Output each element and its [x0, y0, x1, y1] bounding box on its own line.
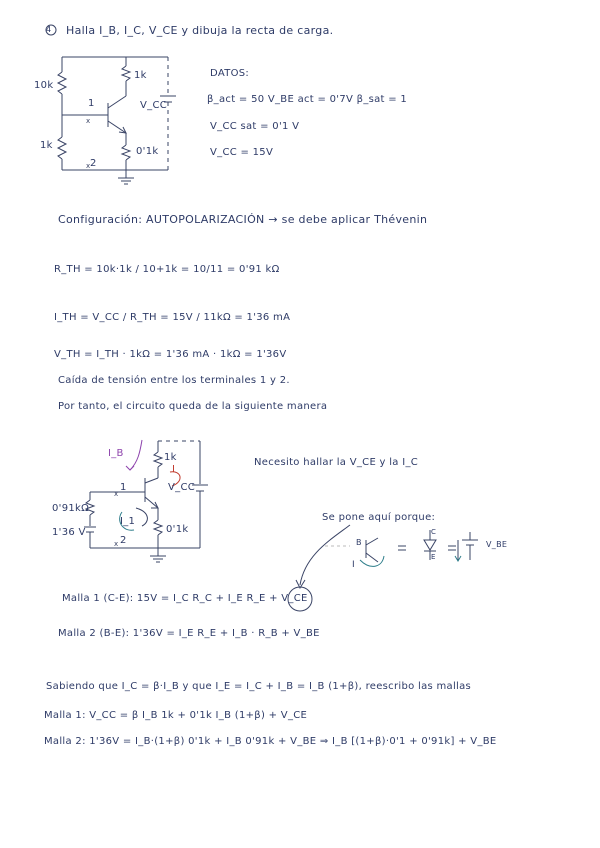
c1-node1: 1	[88, 98, 95, 109]
diode-model-sketch	[296, 525, 478, 588]
resistor-1k-bottom	[58, 137, 66, 159]
datos-line3: V_CC = 15V	[210, 147, 274, 158]
c1-vcc-label: V_CC	[140, 100, 168, 111]
c2-re-label: 0'1k	[166, 524, 189, 535]
c2-i1-label: I_1	[120, 516, 136, 527]
c1-rc-label: 1k	[134, 70, 147, 81]
datos-line1: β_act = 50 V_BE act = 0'7V β_sat = 1	[207, 94, 408, 105]
c2-rth-label: 0'91kΩ	[52, 503, 90, 514]
malla2-line: Malla 2 (B-E): 1'36V = I_E R_E + I_B · R_B + V_BE	[58, 628, 320, 639]
rth-line: R_TH = 10k·1k / 10+1k = 10/11 = 0'91 kΩ	[54, 264, 280, 275]
portanto-line: Por tanto, el circuito queda de la siguiente manera	[58, 401, 328, 412]
resistor-rc-2	[154, 452, 162, 467]
resistor-re-2	[154, 520, 162, 535]
svg-text:x: x	[114, 540, 119, 548]
sepone-e: E	[431, 553, 436, 561]
ith-line: I_TH = V_CC / R_TH = 15V / 11kΩ = 1'36 mA	[54, 312, 291, 323]
c2-ib-label: I_B	[108, 448, 124, 459]
svg-text:x: x	[86, 162, 91, 170]
caida-line: Caída de tensión entre los terminales 1 y 2.	[58, 375, 290, 386]
datos-line2: V_CC sat = 0'1 V	[210, 121, 300, 132]
datos-title: DATOS:	[210, 68, 250, 79]
sepone-i: I	[352, 560, 355, 570]
circuit-1	[58, 57, 176, 184]
problem-number: 4	[46, 25, 52, 34]
config-line: Configuración: AUTOPOLARIZACIÓN → se debe aplicar Thévenin	[58, 213, 428, 226]
c2-vth-label: 1'36 V	[52, 527, 86, 538]
c1-r1-label: 10k	[34, 80, 54, 91]
c2-node2: 2	[120, 535, 127, 546]
c2-rc-label: 1k	[164, 452, 177, 463]
c1-node2: 2	[90, 158, 97, 169]
vth-line: V_TH = I_TH · 1kΩ = 1'36 mA · 1kΩ = 1'36V	[54, 349, 287, 360]
svg-text:x: x	[114, 490, 119, 498]
resistor-10k	[58, 72, 66, 94]
sabiendo-line: Sabiendo que I_C = β·I_B y que I_E = I_C + I_B = I_B (1+β), reescribo las mallas	[46, 681, 472, 692]
resistor-rc	[122, 66, 130, 81]
c2-node1: 1	[120, 482, 127, 493]
problem-statement: Halla I_B, I_C, V_CE y dibuja la recta de carga.	[66, 24, 334, 37]
final-malla2: Malla 2: 1'36V = I_B·(1+β) 0'1k + I_B 0'91k + V_BE ⇒ I_B [(1+β)·0'1 + 0'91k] + V_BE	[44, 736, 497, 747]
c2-vcc-label: V_CC	[168, 482, 196, 493]
c1-re-label: 0'1k	[136, 146, 159, 157]
sepone-c: C	[431, 528, 437, 536]
circuit-2	[84, 440, 208, 562]
sepone-text: Se pone aquí porque:	[322, 512, 436, 523]
necesito-line: Necesito hallar la V_CE y la I_C	[254, 457, 419, 468]
sepone-b: B	[356, 538, 362, 547]
c2-ic-label: I	[172, 464, 176, 475]
c1-r2-label: 1k	[40, 140, 53, 151]
resistor-re	[122, 145, 130, 160]
final-malla1: Malla 1: V_CC = β I_B 1k + 0'1k I_B (1+β) + V_CE	[44, 710, 308, 721]
malla1-line: Malla 1 (C-E): 15V = I_C R_C + I_E R_E + V_CE	[62, 593, 308, 604]
svg-text:x: x	[86, 117, 91, 125]
sepone-vbe: V_BE	[486, 540, 508, 549]
